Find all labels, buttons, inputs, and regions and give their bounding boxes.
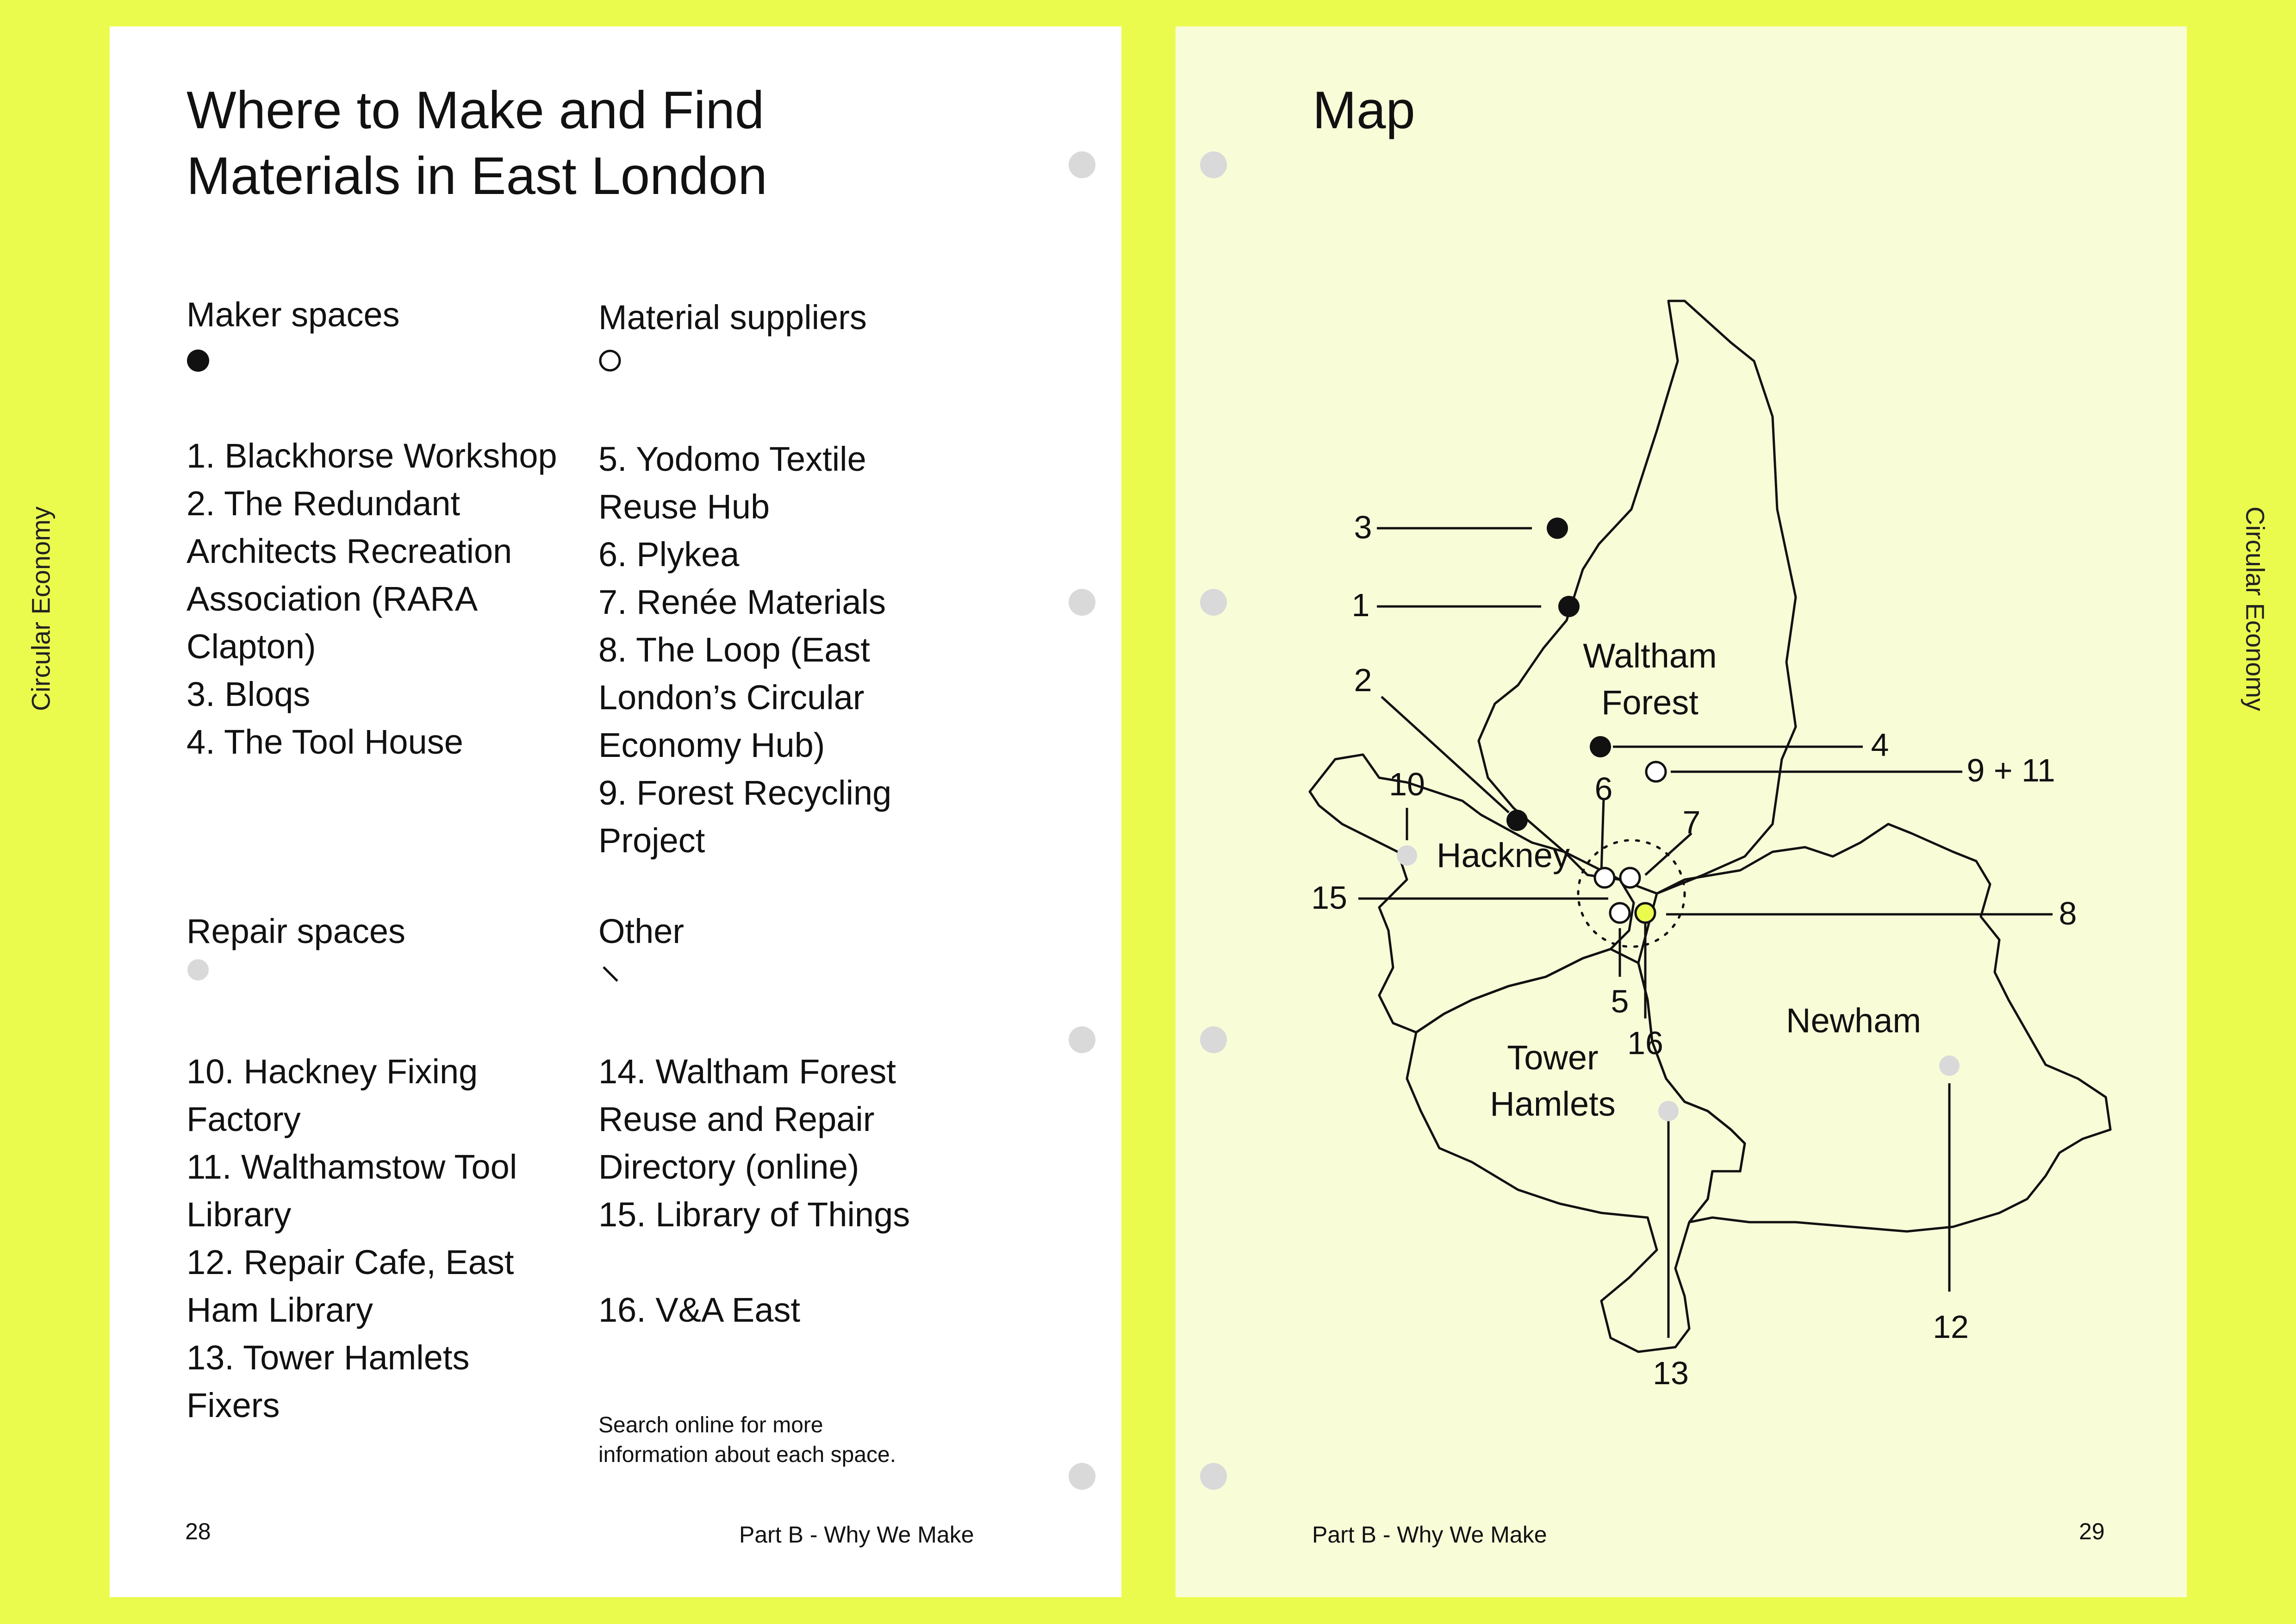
list-item: 11. Walthamstow Tool xyxy=(187,1148,517,1186)
list-item: 2. The Redundant xyxy=(187,484,460,523)
map-label-5: 5 xyxy=(1611,983,1629,1019)
category-other-label: Other xyxy=(598,912,684,950)
maker-marker-3 xyxy=(1547,518,1568,539)
material-marker-5 xyxy=(1610,903,1630,923)
page-number-left: 28 xyxy=(185,1518,211,1544)
map-label-7: 7 xyxy=(1682,804,1701,840)
list-item: Reuse and Repair xyxy=(598,1100,875,1138)
maker-marker-2 xyxy=(1506,810,1528,831)
list-item: 6. Plykea xyxy=(598,535,740,574)
section-footer-right: Part B - Why We Make xyxy=(1312,1522,1547,1548)
list-item: Fixers xyxy=(187,1386,280,1424)
list-item: 1. Blackhorse Workshop xyxy=(187,437,557,475)
map-label-10: 10 xyxy=(1389,766,1425,802)
repair-marker-13 xyxy=(1658,1101,1679,1121)
section-footer-left: Part B - Why We Make xyxy=(739,1522,974,1548)
list-item: 12. Repair Cafe, East xyxy=(187,1243,514,1281)
map-label-16: 16 xyxy=(1627,1025,1663,1061)
list-item: Clapton) xyxy=(187,627,316,666)
borough-label-tower-hamlets: Hamlets xyxy=(1490,1085,1616,1123)
title-line: Materials in East London xyxy=(187,147,767,206)
category-maker-label: Maker spaces xyxy=(187,295,400,334)
map-label-12: 12 xyxy=(1933,1309,1969,1345)
side-tab-label-right: Circular Economy xyxy=(2240,506,2270,711)
maker-marker-4 xyxy=(1590,736,1611,757)
map-label-4: 4 xyxy=(1871,727,1889,763)
list-item: 14. Waltham Forest xyxy=(598,1052,896,1091)
list-item: Reuse Hub xyxy=(598,487,770,526)
map-label-9-11: 9 + 11 xyxy=(1966,752,2055,788)
list-item: 10. Hackney Fixing xyxy=(187,1052,478,1091)
category-material-label: Material suppliers xyxy=(598,298,867,337)
map-label-6: 6 xyxy=(1594,771,1613,807)
map-label-15: 15 xyxy=(1311,880,1347,916)
list-item: Project xyxy=(598,821,705,860)
list-item: Economy Hub) xyxy=(598,726,825,764)
tower-hamlets-boundary xyxy=(1407,949,1745,1352)
list-item: 4. The Tool House xyxy=(187,723,463,761)
map-title: Map xyxy=(1313,81,1415,140)
list-item: 3. Bloqs xyxy=(187,675,311,713)
category-repair-label: Repair spaces xyxy=(187,912,406,950)
other-marker-16 xyxy=(1636,903,1655,923)
list-item: Factory xyxy=(187,1100,301,1138)
waltham-forest-boundary xyxy=(1479,301,1796,893)
page-number-right: 29 xyxy=(2079,1518,2105,1544)
list-item: Library xyxy=(187,1195,292,1234)
title-line: Where to Make and Find xyxy=(187,81,765,140)
list-item: 7. Renée Materials xyxy=(598,583,886,621)
list-item: London’s Circular xyxy=(598,678,865,717)
map-label-2: 2 xyxy=(1354,662,1372,698)
map-label-13: 13 xyxy=(1653,1355,1689,1391)
map-label-1: 1 xyxy=(1351,587,1370,623)
list-item: 16. V&A East xyxy=(598,1291,801,1329)
note-line: information about each space. xyxy=(598,1443,896,1467)
list-item: 15. Library of Things xyxy=(598,1195,910,1234)
material-marker-7 xyxy=(1620,868,1640,887)
list-item: Association (RARA xyxy=(187,580,478,618)
list-item: 8. The Loop (East xyxy=(598,631,870,669)
borough-label-tower-hamlets: Tower xyxy=(1507,1038,1599,1077)
repair-marker-12 xyxy=(1939,1056,1960,1076)
list-item: 5. Yodomo Textile xyxy=(598,440,866,478)
map-label-3: 3 xyxy=(1354,509,1372,545)
borough-label-hackney: Hackney xyxy=(1437,836,1570,874)
hackney-boundary xyxy=(1310,755,1634,1032)
map-label-8: 8 xyxy=(2059,895,2077,931)
material-marker-9-11 xyxy=(1646,762,1666,781)
list-item: Architects Recreation xyxy=(187,532,512,570)
borough-label-waltham-forest: Forest xyxy=(1601,683,1699,722)
repair-marker-10 xyxy=(1397,845,1417,866)
list-item: Directory (online) xyxy=(598,1148,859,1186)
material-marker-6 xyxy=(1595,868,1614,887)
borough-label-waltham-forest: Waltham xyxy=(1583,637,1717,675)
list-item: Ham Library xyxy=(187,1291,373,1329)
list-item: 9. Forest Recycling xyxy=(598,774,892,812)
borough-label-newham: Newham xyxy=(1786,1001,1921,1040)
maker-marker-1 xyxy=(1558,596,1580,617)
note-line: Search online for more xyxy=(598,1413,823,1437)
side-tab-label-left: Circular Economy xyxy=(26,506,56,711)
list-item: 13. Tower Hamlets xyxy=(187,1338,470,1377)
